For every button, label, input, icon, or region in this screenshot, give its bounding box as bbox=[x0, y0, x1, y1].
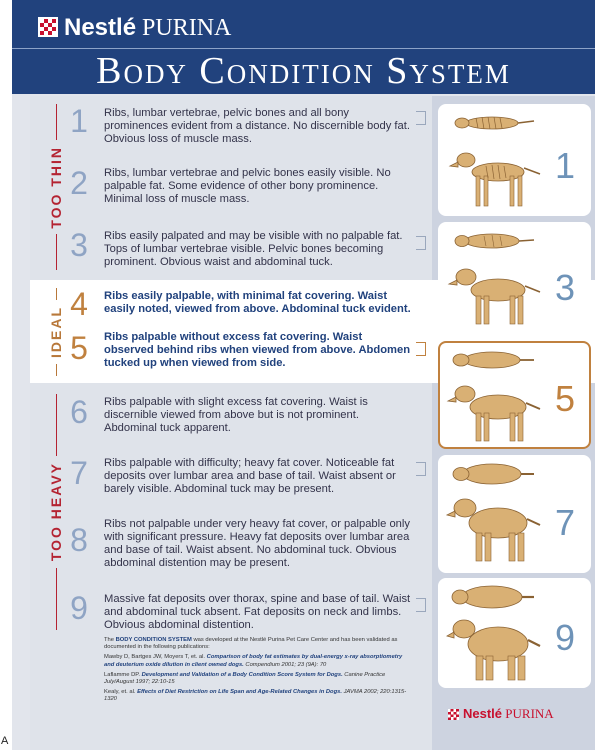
score-description: Ribs not palpable under very heavy fat cover, or palpable only with significant pressure. Heavy fat deposits over lumbar area and base of tail. Waist absent. No abdominal tuck. Obvious abdominal distention may be present. bbox=[104, 518, 410, 569]
dog-top-view-icon bbox=[448, 345, 538, 375]
score-number: 6 bbox=[70, 394, 88, 430]
category-too-heavy bbox=[48, 394, 64, 630]
card-score-number: 3 bbox=[554, 267, 575, 308]
dog-top-view-icon bbox=[448, 226, 538, 256]
purina-checkerboard-logo bbox=[448, 709, 459, 720]
score-description: Ribs, lumbar vertebrae, pelvic bones and all bony prominences evident from a distance. No discernible body fat. Obvious loss of muscle mass. bbox=[104, 107, 410, 145]
dog-top-view-icon bbox=[448, 459, 538, 489]
connector bbox=[416, 342, 426, 356]
score-description: Ribs easily palpable, with minimal fat covering. Waist easily noted, viewed from above. Abdominal tuck evident. bbox=[104, 290, 411, 315]
category-too-thin bbox=[48, 104, 64, 270]
score-card bbox=[438, 578, 591, 688]
score-card bbox=[438, 104, 591, 216]
dog-side-view-icon bbox=[446, 493, 546, 565]
dog-top-view-icon bbox=[448, 582, 538, 612]
score-number: 2 bbox=[70, 165, 88, 201]
header-divider bbox=[12, 48, 595, 49]
body-condition-chart bbox=[12, 0, 595, 750]
score-number: 3 bbox=[70, 227, 88, 263]
score-card bbox=[438, 222, 591, 338]
page-title: Body Condition System bbox=[96, 50, 511, 92]
figure-label: A bbox=[1, 735, 9, 747]
connector bbox=[416, 111, 426, 125]
score-card-ideal bbox=[438, 341, 591, 449]
score-number: 8 bbox=[70, 522, 88, 558]
reference: Laflamme DP. Development and Validation of a Body Condition Score System for Dogs. Canine Practice July/August 1997; 22:10-15 bbox=[104, 671, 386, 686]
score-description: Ribs easily palpated and may be visible with no palpable fat. Tops of lumbar vertebrae visible. Pelvic bones becoming prominent. Obvious waist and abdominal tuck. bbox=[104, 230, 403, 268]
score-description: Ribs, lumbar vertebrae and pelvic bones easily visible. No palpable fat. Some evidence of other bony prominence. Minimal loss of muscle mass. bbox=[104, 167, 391, 205]
score-card bbox=[438, 455, 591, 573]
score-description: Massive fat deposits over thorax, spine and base of tail. Waist and abdominal tuck absent. Fat deposits on neck and limbs. Obvious abdominal distention. bbox=[104, 593, 411, 631]
category-label-too-thin: TOO THIN bbox=[48, 145, 64, 229]
footer-notes bbox=[104, 637, 414, 707]
category-ideal bbox=[48, 288, 64, 376]
connector bbox=[416, 462, 426, 476]
score-number: 5 bbox=[70, 330, 88, 366]
dog-side-view-icon bbox=[446, 379, 546, 445]
reference: Kealy, et. al. Effects of Diet Restriction on Life Span and Age-Related Changes in Dogs. JAVMA 2002; 220:1315-1320 bbox=[104, 689, 407, 703]
dog-side-view-icon bbox=[446, 260, 546, 330]
connector bbox=[416, 236, 426, 250]
card-score-number: 5 bbox=[554, 378, 575, 419]
footer-logo bbox=[448, 706, 554, 722]
score-number: 1 bbox=[70, 103, 88, 139]
dog-side-view-icon bbox=[446, 616, 546, 682]
score-description: Ribs palpable without excess fat covering. Waist observed behind ribs when viewed from above. Abdomen tucked up when viewed from side. bbox=[104, 331, 411, 369]
dog-side-view-icon bbox=[446, 142, 546, 212]
score-description: Ribs palpable with slight excess fat covering. Waist is discernible viewed from above but is not prominent. Abdominal tuck apparent. bbox=[104, 396, 368, 434]
category-label-too-heavy: TOO HEAVY bbox=[48, 462, 64, 562]
score-number: 4 bbox=[70, 286, 88, 322]
brand-name: Nestlé PURINA bbox=[64, 14, 232, 41]
dog-top-view-icon bbox=[448, 108, 538, 138]
reference: Mawby D, Bartges JW, Moyers T, et. al. Comparison of body fat estimates by dual-energy x-ray absorptiometry and deuterium oxide dilution in client owned dogs. Compendium 2001; 23 (9A): 70 bbox=[104, 654, 403, 668]
card-score-number: 1 bbox=[554, 145, 575, 186]
card-score-number: 7 bbox=[554, 502, 575, 543]
score-number: 7 bbox=[70, 455, 88, 491]
score-number: 9 bbox=[70, 590, 88, 626]
footer-intro: The BODY CONDITION SYSTEM was developed at the Nestlé Purina Pet Care Center and has been validated as documented in the following publications: bbox=[104, 637, 398, 651]
connector bbox=[416, 598, 426, 612]
footer-brand-name: Nestlé PURINA bbox=[463, 706, 554, 721]
score-description: Ribs palpable with difficulty; heavy fat cover. Noticeable fat deposits over lumbar area and base of tail. Waist absent or barely visible. Abdominal tuck may be present. bbox=[104, 457, 396, 495]
header-banner bbox=[12, 0, 595, 94]
card-score-number: 9 bbox=[554, 617, 575, 658]
purina-checkerboard-logo bbox=[38, 17, 58, 37]
category-label-ideal: IDEAL bbox=[48, 306, 64, 358]
